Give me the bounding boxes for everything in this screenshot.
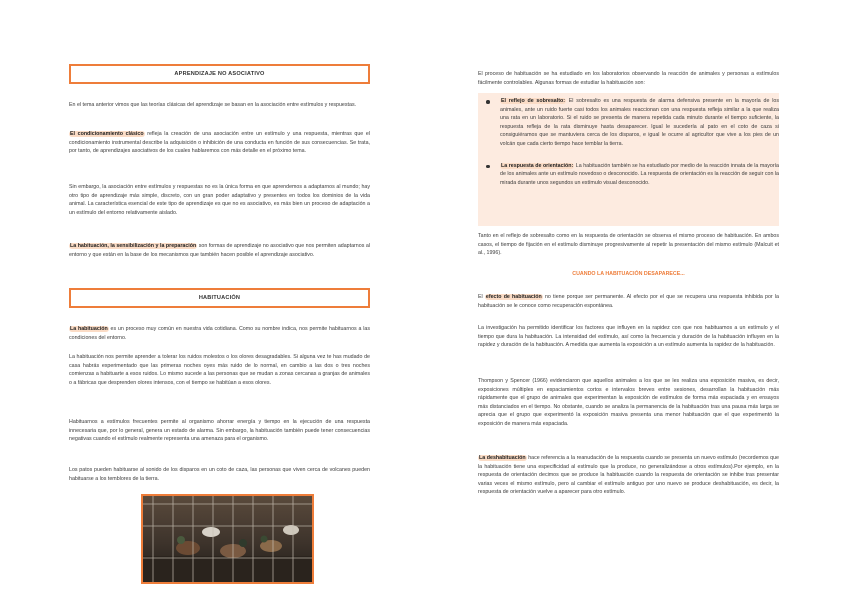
paragraph-text: El (478, 294, 485, 300)
ducks-cage-image (143, 496, 312, 582)
subheading-desaparece: CUANDO LA HABITUACIÓN DESAPARECE... (572, 271, 685, 277)
paragraph-habituacion-def (69, 325, 370, 342)
list-item-sobresalto (478, 97, 779, 149)
paragraph-estimulos: Habituarnos a estímulos frecuentes permite al organismo ahorrar energía y tiempo en la ejecución de una respuesta innecesaria que, por lo general, genera un estado de alarma. Sin embargo, la habituación también puede tener consecuencias negativas cuando el estímulo realmente representa una amenaza para el organismo. (69, 419, 370, 443)
paragraph-efecto (478, 293, 779, 310)
paragraph-laboratorio: El proceso de habituación se ha estudiado en los laboratorios observando la reacción de animales y personas a estímulos fácilmente controlables. Algunas formas de estudiar la habituación son: (478, 71, 779, 86)
highlight-term: La habituación, la sensibilización y la preparación (70, 243, 197, 249)
highlight-term: El reflejo de sobresalto: (501, 98, 565, 104)
paragraph-text: es un proceso muy común en nuestra vida cotidiana. Como su nombre indica, nos permite habituarnos a las condiciones del entorno. (69, 326, 370, 341)
list-item-text: La habituación también se ha estudiado por medio de la reacción innata de la mayoría de los animales ante un estímulo novedoso o desconocido. La respuesta de orientación es la reacción de seguir con la mirada durante unos segundos un estímulo visual desconocido. (500, 162, 780, 186)
ducks-cage-photo (141, 494, 314, 584)
paragraph-thompson: Thompson y Spencer (1966) evidenciaron que aquellos animales a los que se les realiza una exposición masiva, es decir, exposiciones múltiples en espaciamientos cortos e intervalos breves entre sesiones, desarrollan la habituación más rápidamente que el grupo de animales que experimentan la exposición de estímulos de forma más espaciada y en ensayos más distanciados en el tiempo. No obstante, cuando se analiza la permanencia de la habituación tras una pausa más larga se aprecia que el grupo que experimentó la exposición masiva presenta una menor habituación que el que experimentó la exposición de manera más espaciada. (478, 378, 779, 427)
paragraph-condicionamiento (69, 130, 370, 156)
habituation-methods-callout (478, 93, 779, 226)
bullet-icon (486, 165, 490, 169)
bullet-icon (486, 100, 490, 104)
right-page (424, 0, 848, 599)
list-item-text: El sobresalto es una respuesta de alarma defensiva presente en la mayoría de los animales, ante un ruido fuerte casi todos los animales reaccionan con una respuesta refleja similar a la que realiza una rata en un laboratorio. Si el ruido se presenta de manera repetida cada minuto durante el tiempo suficiente, la respuesta refleja de la rata disminuye hasta desaparecer. Igual le sucedería al pato en el coto de caza si consiguiéramos que se mantuviera cerca de los disparos, e igual le ocurre al agricultor que vive a los pies de un volcán que cada cierto tiempo hace temblar la tierra. (500, 98, 779, 147)
paragraph-ruidos: La habituación nos permite aprender a tolerar los ruidos molestos o los olores desagradables. Si alguna vez te has mudado de casa habrás experimentado que las primeras noches oyes más ruido de lo normal, en cambio a las dos o tres noches comienzas a habituarte a esos ruidos. Lo mismo sucede a las personas que se mudan a zonas cercanas a granjas de animales o a fábricas que desprenden olores intensos, con el tiempo se habitúan a esos olores. (69, 354, 370, 386)
paragraph-asociacion: Sin embargo, la asociación entre estímulos y respuestas no es la única forma en que aprendemos a adaptarnos al mundo; hay otro tipo de aprendizaje más simple, discreto, con un gran poder adaptativo y presentes en todos los dominios de la vida animal. La característica esencial de este tipo de aprendizaje es que no es asociativo, es más bien un proceso de adaptación a un estímulo del entorno relativamente aislado. (69, 184, 370, 216)
paragraph-text: refleja la creación de una asociación entre un estímulo y una respuesta, mientras que el condicionamiento instrumental describe la adquisición o inhibición de una conducta en función de sus consecuencias. Se trata, por tanto, de aprendizajes asociativos de los cuales hablaremos con más detalle en el próximo tema. (69, 131, 370, 155)
paragraph-patos: Los patos pueden habituarse al sonido de los disparos en un coto de caza, las personas que viven cerca de volcanes pueden habituarse a los temblores de la tierra. (69, 467, 370, 482)
section-heading-habituacion (69, 288, 370, 308)
list-item-orientacion (478, 162, 779, 188)
section-heading-aprendizaje (69, 64, 370, 84)
highlight-term: La deshabituación (479, 455, 526, 461)
paragraph-investigacion: La investigación ha permitido identificar los factores que influyen en la rapidez con que nos habituamos a un estímulo y el tiempo que dura la habituación. La intensidad del estímulo, así como la frecuencia y duración de la habituación influyen en la rapidez y duración de la habituación. A medida que aumenta la exposición a un estímulo aumenta la rapidez de la habituación. (478, 325, 779, 349)
highlight-term: El condicionamiento clásico (70, 131, 144, 137)
paragraph-text: hace referencia a la reanudación de la respuesta cuando se presenta un nuevo estímulo (recordemos que la habituación tiene una especificidad al estímulo que la produce, no generalizándose a otros estímulos).Por ejemplo, en la respuesta de orientación decimos que se produce la habituación cuando la respuesta de orientación se inhibe tras presentar varias veces el mismo estímulo, pero al cambiar el estímulo antiguo por uno nuevo se produce deshabituación, es decir, la respuesta de orientación vuelve a aparecer para otro estímulo. (478, 455, 779, 496)
paragraph-deshabituacion (478, 454, 779, 497)
highlight-term: La habituación (70, 326, 108, 332)
paragraph-formas (69, 242, 370, 259)
paragraph-text: no tiene porque ser permanente. Al efecto por el que se recupera una respuesta inhibida por la habituación se le conoce como recuperación espontánea. (478, 294, 779, 309)
section-heading-text: HABITUACIÓN (198, 295, 241, 301)
section-heading-text: APRENDIZAJE NO ASOCIATIVO (174, 71, 265, 77)
paragraph-text: son formas de aprendizaje no asociativo que nos permiten adaptarnos al entorno y que están en la base de los mecanismos que también hacen posible el aprendizaje asociativo. (69, 243, 370, 258)
paragraph-intro: En el tema anterior vimos que las teorías clásicas del aprendizaje se basan en la asociación entre estímulos y respuestas. (69, 102, 357, 108)
paragraph-ambos-casos: Tanto en el reflejo de sobresalto como en la respuesta de orientación se observa el mismo proceso de habituación. En ambos casos, el tiempo de fijación en el estímulo disminuye progresivamente al repetir la presentación del mismo estímulo (Malcuit et al., 1996). (478, 233, 779, 257)
highlight-term: La respuesta de orientación: (501, 162, 574, 169)
highlight-term: efecto de habituación (485, 294, 542, 300)
methods-list (478, 97, 779, 187)
